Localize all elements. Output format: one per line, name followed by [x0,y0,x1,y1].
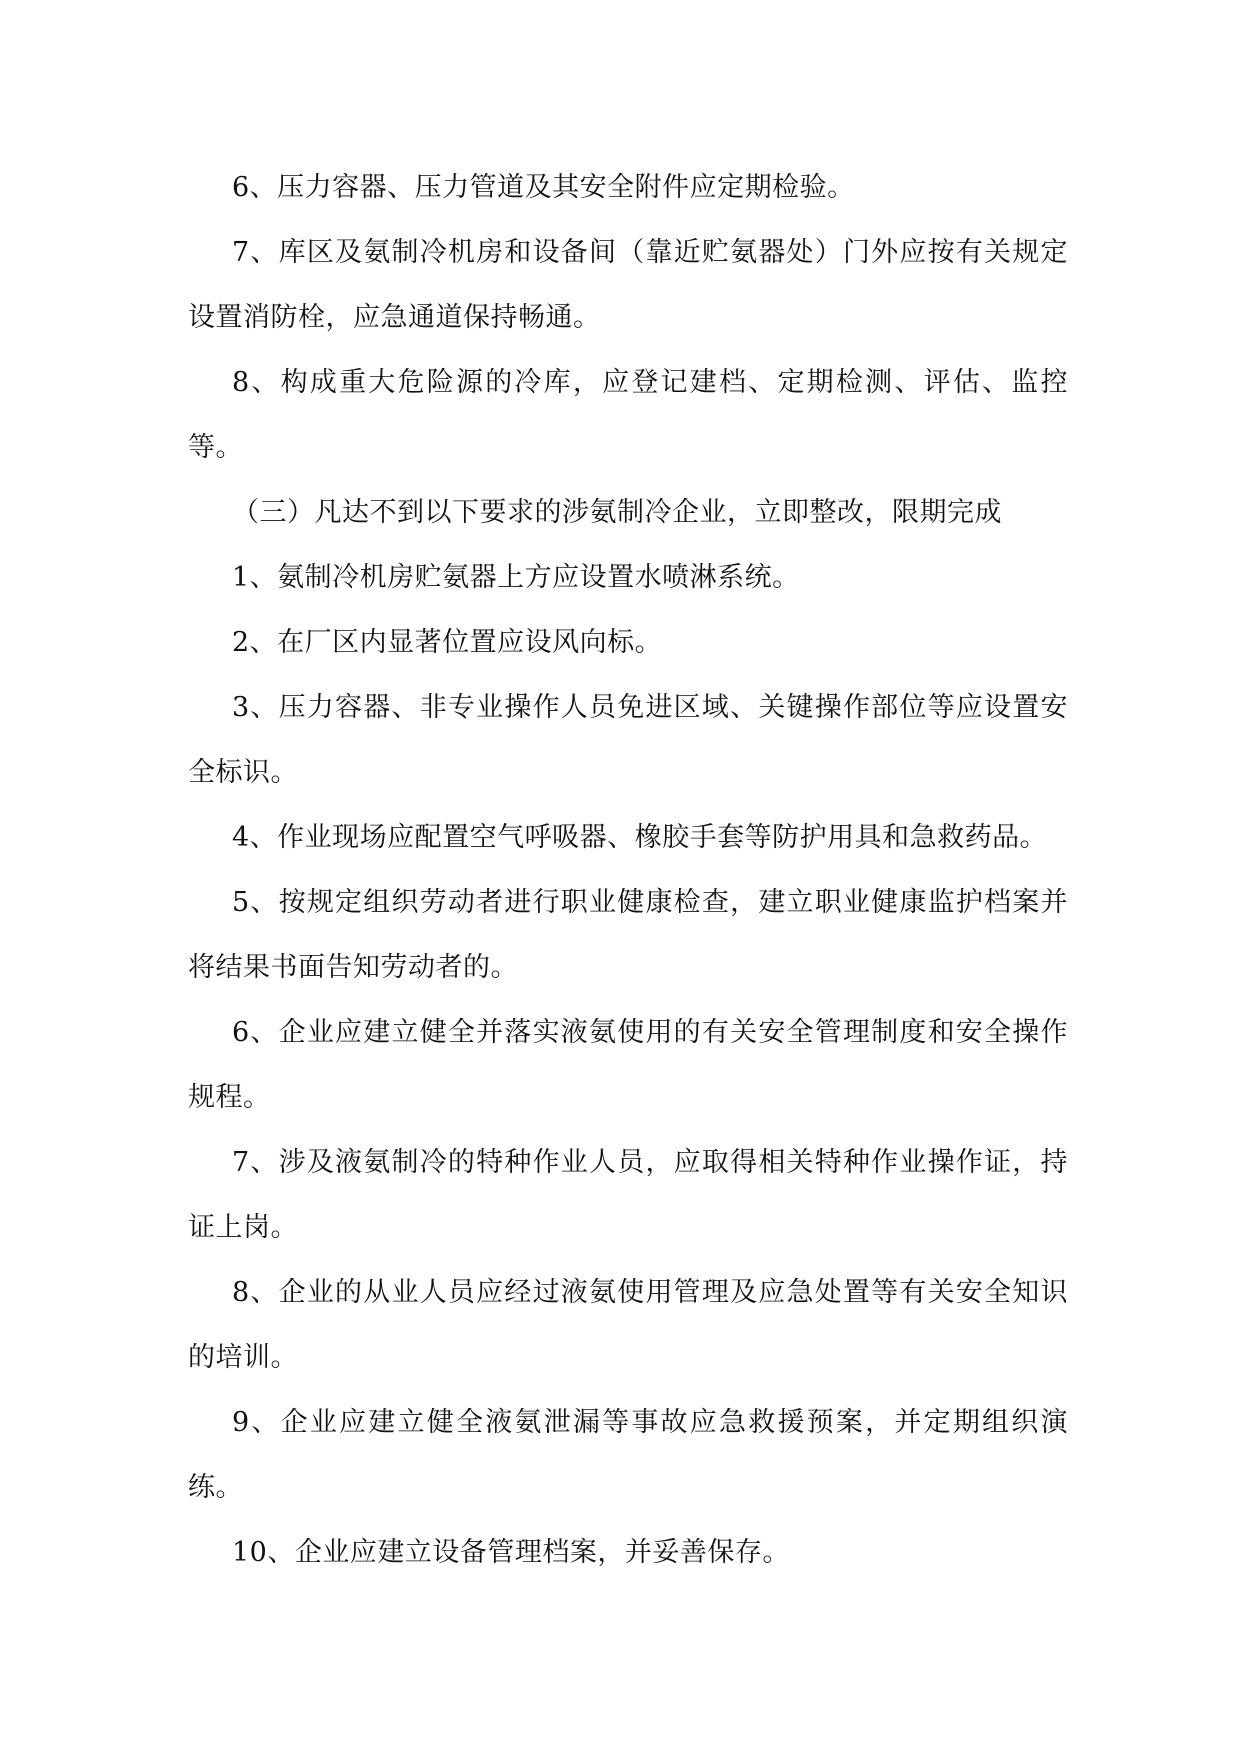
paragraph-item-5-health-check: 5、按规定组织劳动者进行职业健康检查，建立职业健康监护档案并将结果书面告知劳动者的。 [188,887,1068,983]
paragraph-item-3-safety-signs: 3、压力容器、非专业操作人员免进区域、关键操作部位等应设置安全标识。 [188,692,1068,788]
paragraph-item-2-wind-vane: 2、在厂区内显著位置应设风向标。 [232,627,663,658]
paragraph-item-6-inspection: 6、压力容器、压力管道及其安全附件应定期检验。 [232,172,855,203]
paragraph-item-6-safety-rules: 6、企业应建立健全并落实液氨使用的有关安全管理制度和安全操作规程。 [188,1017,1068,1113]
section-heading-3: （三）凡达不到以下要求的涉氨制冷企业，立即整改，限期完成 [232,497,1002,528]
document-body [188,155,1068,1585]
paragraph-item-10-equipment-records: 10、企业应建立设备管理档案，并妥善保存。 [232,1537,790,1568]
paragraph-item-9-emergency-plan: 9、企业应建立健全液氨泄漏等事故应急救援预案，并定期组织演练。 [188,1407,1068,1503]
paragraph-item-8-training: 8、企业的从业人员应经过液氨使用管理及应急处置等有关安全知识的培训。 [188,1277,1068,1373]
paragraph-item-7-certification: 7、涉及液氨制冷的特种作业人员，应取得相关特种作业操作证，持证上岗。 [188,1147,1068,1243]
paragraph-item-1-sprinkler: 1、氨制冷机房贮氨器上方应设置水喷淋系统。 [232,562,800,593]
paragraph-item-4-protective-gear: 4、作业现场应配置空气呼吸器、橡胶手套等防护用具和急救药品。 [232,822,1048,853]
paragraph-item-8-major-hazard: 8、构成重大危险源的冷库，应登记建档、定期检测、评估、监控等。 [188,367,1068,463]
paragraph-item-7-fire-hydrant: 7、库区及氨制冷机房和设备间（靠近贮氨器处）门外应按有关规定设置消防栓，应急通道保持畅通。 [188,237,1068,333]
